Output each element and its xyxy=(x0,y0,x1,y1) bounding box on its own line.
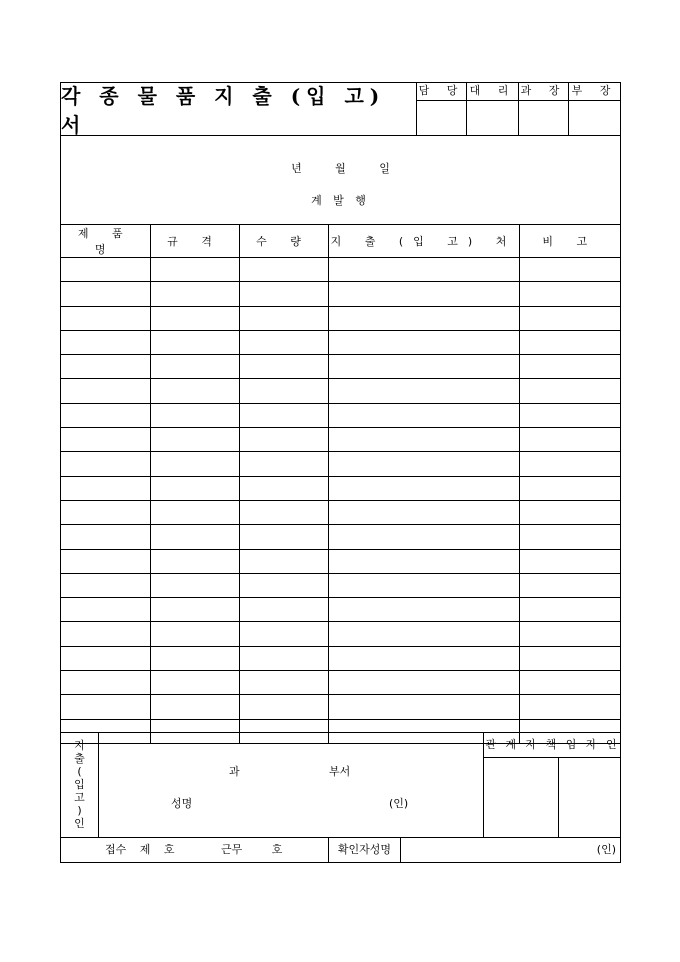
responsible-label: 관 계 자 책 임 자 인 xyxy=(484,733,621,758)
table-row xyxy=(61,403,620,427)
table-cell[interactable] xyxy=(150,476,239,500)
table-cell[interactable] xyxy=(61,671,150,695)
table-cell[interactable] xyxy=(328,622,519,646)
table-cell[interactable] xyxy=(519,622,620,646)
table-cell[interactable] xyxy=(150,379,239,403)
receipt-number: 접수 제 호 xyxy=(105,843,175,856)
table-cell[interactable] xyxy=(150,403,239,427)
table-cell[interactable] xyxy=(328,282,519,306)
table-cell[interactable] xyxy=(239,476,328,500)
table-cell[interactable] xyxy=(239,379,328,403)
bottom-row xyxy=(61,837,620,862)
table-cell[interactable] xyxy=(61,598,150,622)
table-row xyxy=(61,598,620,622)
table-cell[interactable] xyxy=(328,403,519,427)
issuer-section xyxy=(61,732,620,837)
table-cell[interactable] xyxy=(328,549,519,573)
table-cell[interactable] xyxy=(150,452,239,476)
column-header: 제 품 명 xyxy=(61,225,150,258)
side-label-char: 입 xyxy=(74,778,85,791)
table-cell[interactable] xyxy=(239,403,328,427)
table-cell[interactable] xyxy=(61,282,150,306)
table-row xyxy=(61,258,620,282)
table-row xyxy=(61,476,620,500)
table-cell[interactable] xyxy=(519,525,620,549)
table-cell[interactable] xyxy=(150,598,239,622)
side-label-char: 고 xyxy=(74,791,85,804)
table-cell[interactable] xyxy=(328,330,519,354)
table-cell[interactable] xyxy=(150,671,239,695)
table-cell[interactable] xyxy=(519,428,620,452)
table-cell[interactable] xyxy=(239,306,328,330)
table-cell[interactable] xyxy=(61,549,150,573)
table-cell[interactable] xyxy=(239,452,328,476)
table-cell[interactable] xyxy=(61,355,150,379)
table-cell[interactable] xyxy=(61,573,150,597)
table-cell[interactable] xyxy=(239,671,328,695)
table-cell[interactable] xyxy=(239,695,328,719)
table-cell[interactable] xyxy=(328,646,519,670)
table-cell[interactable] xyxy=(239,525,328,549)
divider xyxy=(558,757,559,838)
table-cell[interactable] xyxy=(150,525,239,549)
table-row xyxy=(61,622,620,646)
table-cell[interactable] xyxy=(150,330,239,354)
table-cell[interactable] xyxy=(239,282,328,306)
table-row xyxy=(61,355,620,379)
table-row xyxy=(61,549,620,573)
work-number: 근무 호 xyxy=(221,843,283,856)
table-row xyxy=(61,671,620,695)
table-cell[interactable] xyxy=(328,355,519,379)
table-cell[interactable] xyxy=(150,306,239,330)
table-cell[interactable] xyxy=(61,403,150,427)
table-row xyxy=(61,282,620,306)
approval-box-staff xyxy=(417,83,467,135)
table-cell[interactable] xyxy=(239,622,328,646)
table-row xyxy=(61,306,620,330)
approval-box-deputy xyxy=(467,83,519,135)
table-cell[interactable] xyxy=(239,258,328,282)
table-cell[interactable] xyxy=(239,355,328,379)
table-cell[interactable] xyxy=(328,306,519,330)
column-header: 비 고 xyxy=(519,225,620,258)
column-header: 규 격 xyxy=(150,225,239,258)
table-cell[interactable] xyxy=(61,452,150,476)
confirmer-seal: (인) xyxy=(596,843,616,856)
table-cell[interactable] xyxy=(61,695,150,719)
table-cell[interactable] xyxy=(519,646,620,670)
table-header-row xyxy=(61,225,620,258)
table-cell[interactable] xyxy=(150,549,239,573)
table-cell[interactable] xyxy=(239,549,328,573)
table-cell[interactable] xyxy=(519,403,620,427)
table-cell[interactable] xyxy=(150,355,239,379)
table-cell[interactable] xyxy=(328,476,519,500)
table-cell[interactable] xyxy=(239,598,328,622)
table-cell[interactable] xyxy=(150,428,239,452)
table-cell[interactable] xyxy=(519,355,620,379)
side-label-char: ) xyxy=(77,804,82,817)
approval-label: 부 장 xyxy=(569,83,620,101)
table-cell[interactable] xyxy=(150,500,239,524)
side-label-char: 인 xyxy=(74,817,85,830)
items-table xyxy=(61,225,620,744)
date-block xyxy=(61,135,620,225)
table-row xyxy=(61,379,620,403)
table-cell[interactable] xyxy=(239,573,328,597)
table-cell[interactable] xyxy=(328,428,519,452)
table-cell[interactable] xyxy=(61,258,150,282)
table-cell[interactable] xyxy=(519,500,620,524)
table-row xyxy=(61,646,620,670)
approval-label: 담 당 xyxy=(417,83,466,101)
table-cell[interactable] xyxy=(328,500,519,524)
issuer-line: 계 발 행 xyxy=(311,194,370,207)
approval-label: 대 리 xyxy=(467,83,518,101)
table-cell[interactable] xyxy=(61,476,150,500)
table-cell[interactable] xyxy=(328,598,519,622)
table-row xyxy=(61,452,620,476)
table-cell[interactable] xyxy=(61,646,150,670)
table-cell[interactable] xyxy=(519,306,620,330)
table-row xyxy=(61,525,620,549)
table-row xyxy=(61,500,620,524)
issuer-side-label xyxy=(61,733,99,838)
table-cell[interactable] xyxy=(519,671,620,695)
approval-box-section-chief xyxy=(519,83,569,135)
table-cell[interactable] xyxy=(61,525,150,549)
table-cell[interactable] xyxy=(150,282,239,306)
table-cell[interactable] xyxy=(239,500,328,524)
table-cell[interactable] xyxy=(519,379,620,403)
dept-label: 부서 xyxy=(329,765,351,778)
table-cell[interactable] xyxy=(328,379,519,403)
table-cell[interactable] xyxy=(519,330,620,354)
confirmer-name-label: 확인자성명 xyxy=(328,838,401,863)
column-header: 지 출 (입 고) 처 xyxy=(328,225,519,258)
table-cell[interactable] xyxy=(61,622,150,646)
dept-suffix: 과 xyxy=(229,765,240,778)
table-cell[interactable] xyxy=(328,573,519,597)
table-cell[interactable] xyxy=(328,452,519,476)
table-cell[interactable] xyxy=(519,695,620,719)
table-cell[interactable] xyxy=(150,695,239,719)
side-label-char: ( xyxy=(77,765,82,778)
table-cell[interactable] xyxy=(519,476,620,500)
table-cell[interactable] xyxy=(61,330,150,354)
column-header: 수 량 xyxy=(239,225,328,258)
table-cell[interactable] xyxy=(328,258,519,282)
table-cell[interactable] xyxy=(61,379,150,403)
table-row xyxy=(61,573,620,597)
table-cell[interactable] xyxy=(519,573,620,597)
table-cell[interactable] xyxy=(519,452,620,476)
table-cell[interactable] xyxy=(150,573,239,597)
table-cell[interactable] xyxy=(519,598,620,622)
table-cell[interactable] xyxy=(519,258,620,282)
table-cell[interactable] xyxy=(61,428,150,452)
table-cell[interactable] xyxy=(150,622,239,646)
table-cell[interactable] xyxy=(239,646,328,670)
responsible-box xyxy=(483,733,621,838)
table-cell[interactable] xyxy=(150,258,239,282)
expense-form xyxy=(60,82,621,863)
approval-label: 과 장 xyxy=(519,83,568,101)
table-cell[interactable] xyxy=(519,282,620,306)
table-cell[interactable] xyxy=(328,671,519,695)
table-cell[interactable] xyxy=(328,695,519,719)
table-cell[interactable] xyxy=(239,330,328,354)
approval-box-dept-head xyxy=(569,83,620,135)
table-cell[interactable] xyxy=(328,525,519,549)
table-cell[interactable] xyxy=(150,646,239,670)
side-label-char: 출 xyxy=(74,752,85,765)
name-label: 성명 xyxy=(171,797,193,810)
table-cell[interactable] xyxy=(61,500,150,524)
side-label-char: 지 xyxy=(74,739,85,752)
table-cell[interactable] xyxy=(239,428,328,452)
table-row xyxy=(61,330,620,354)
seal-mark: (인) xyxy=(389,797,409,810)
table-cell[interactable] xyxy=(61,306,150,330)
form-title: 각 종 물 품 지 출 (입 고) 서 xyxy=(61,83,417,135)
table-cell[interactable] xyxy=(519,549,620,573)
table-row xyxy=(61,695,620,719)
date-line: 년 월 일 xyxy=(291,162,390,175)
table-row xyxy=(61,428,620,452)
